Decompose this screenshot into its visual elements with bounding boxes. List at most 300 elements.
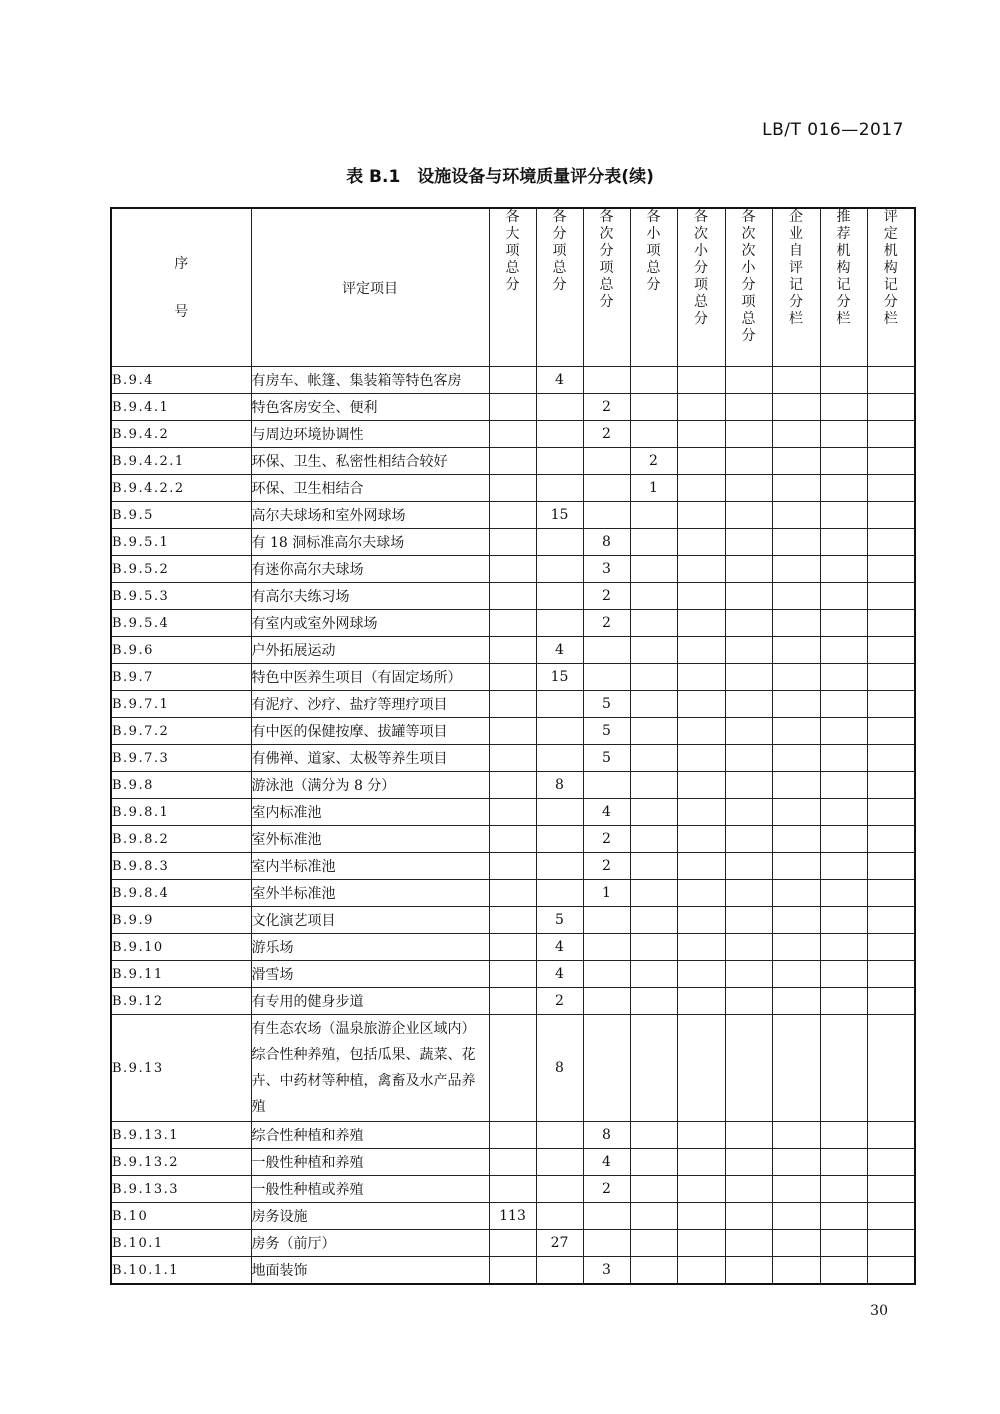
row-self-eval-cell: [772, 799, 820, 826]
row-score-sub: [536, 583, 583, 610]
row-score-minor: [630, 907, 677, 934]
row-score-sub-minor: [677, 367, 725, 394]
row-assess-cell: [867, 475, 915, 502]
row-score-sub: [536, 745, 583, 772]
row-recommend-cell: [820, 691, 867, 718]
row-recommend-cell: [820, 1149, 867, 1176]
header-col-9: 评定机构记分栏: [867, 208, 915, 367]
row-self-eval-cell: [772, 853, 820, 880]
row-self-eval-cell: [772, 475, 820, 502]
table-row: [111, 988, 915, 1015]
row-item: 有 18 洞标准高尔夫球场: [251, 529, 489, 556]
row-score-sub-minor: [677, 637, 725, 664]
row-score-sub: 4: [536, 961, 583, 988]
row-seq: B.9.4: [111, 367, 251, 394]
row-self-eval-cell: [772, 961, 820, 988]
scoring-table: [110, 207, 916, 1285]
row-score-major: [489, 583, 536, 610]
row-item: 有室内或室外网球场: [251, 610, 489, 637]
row-score-sub: 4: [536, 934, 583, 961]
row-score-sub: 2: [536, 988, 583, 1015]
table-row: [111, 1176, 915, 1203]
row-self-eval-cell: [772, 1176, 820, 1203]
table-row: [111, 772, 915, 799]
row-assess-cell: [867, 394, 915, 421]
table-row: [111, 637, 915, 664]
table-row: [111, 691, 915, 718]
row-score-sub-sub-minor: [725, 1230, 772, 1257]
table-row: [111, 853, 915, 880]
table-row: [111, 556, 915, 583]
row-item: 室内标准池: [251, 799, 489, 826]
row-assess-cell: [867, 745, 915, 772]
row-seq: B.9.8.4: [111, 880, 251, 907]
row-score-sub-sub-minor: [725, 421, 772, 448]
row-score-sub-minor: [677, 799, 725, 826]
row-recommend-cell: [820, 367, 867, 394]
row-score-sub: [536, 448, 583, 475]
header-col-7: 企业自评记分栏: [772, 208, 820, 367]
row-score-secondary: [583, 1015, 630, 1122]
row-item: 有房车、帐篷、集装箱等特色客房: [251, 367, 489, 394]
row-score-major: [489, 988, 536, 1015]
row-seq: B.9.8.2: [111, 826, 251, 853]
row-score-minor: [630, 1015, 677, 1122]
row-item: 有中医的保健按摩、拔罐等项目: [251, 718, 489, 745]
row-score-secondary: [583, 1230, 630, 1257]
row-score-minor: [630, 691, 677, 718]
table-row: [111, 826, 915, 853]
table-row: [111, 502, 915, 529]
row-self-eval-cell: [772, 718, 820, 745]
row-score-sub-sub-minor: [725, 394, 772, 421]
row-score-sub-minor: [677, 1015, 725, 1122]
row-recommend-cell: [820, 610, 867, 637]
row-recommend-cell: [820, 799, 867, 826]
row-score-sub: 5: [536, 907, 583, 934]
row-score-sub-sub-minor: [725, 610, 772, 637]
row-score-major: [489, 1122, 536, 1149]
row-score-minor: [630, 556, 677, 583]
row-seq: B.9.4.2.2: [111, 475, 251, 502]
row-self-eval-cell: [772, 1230, 820, 1257]
row-item: 一般性种植或养殖: [251, 1176, 489, 1203]
row-recommend-cell: [820, 772, 867, 799]
row-score-secondary: [583, 475, 630, 502]
row-score-sub-minor: [677, 934, 725, 961]
row-assess-cell: [867, 448, 915, 475]
row-assess-cell: [867, 502, 915, 529]
row-score-secondary: [583, 934, 630, 961]
row-score-secondary: 2: [583, 421, 630, 448]
row-score-secondary: 2: [583, 853, 630, 880]
row-assess-cell: [867, 421, 915, 448]
row-score-sub-minor: [677, 448, 725, 475]
row-self-eval-cell: [772, 637, 820, 664]
row-score-sub: 8: [536, 1015, 583, 1122]
row-self-eval-cell: [772, 826, 820, 853]
row-score-minor: [630, 1122, 677, 1149]
row-score-sub-minor: [677, 961, 725, 988]
row-recommend-cell: [820, 826, 867, 853]
table-row: [111, 367, 915, 394]
row-score-sub-sub-minor: [725, 772, 772, 799]
table-row: [111, 907, 915, 934]
row-seq: B.10.1.1: [111, 1257, 251, 1285]
row-score-sub-sub-minor: [725, 1176, 772, 1203]
row-score-sub-sub-minor: [725, 1203, 772, 1230]
row-score-sub-sub-minor: [725, 718, 772, 745]
row-seq: B.9.13.2: [111, 1149, 251, 1176]
row-seq: B.9.8.3: [111, 853, 251, 880]
row-score-sub-sub-minor: [725, 637, 772, 664]
row-self-eval-cell: [772, 907, 820, 934]
row-score-sub-minor: [677, 610, 725, 637]
row-item: 室内半标准池: [251, 853, 489, 880]
row-score-sub-minor: [677, 556, 725, 583]
row-recommend-cell: [820, 1015, 867, 1122]
row-score-sub-sub-minor: [725, 691, 772, 718]
row-seq: B.9.4.2: [111, 421, 251, 448]
row-seq: B.9.5.2: [111, 556, 251, 583]
row-score-minor: [630, 610, 677, 637]
row-assess-cell: [867, 664, 915, 691]
row-item: 房务设施: [251, 1203, 489, 1230]
row-self-eval-cell: [772, 745, 820, 772]
row-self-eval-cell: [772, 1203, 820, 1230]
row-score-sub-sub-minor: [725, 1149, 772, 1176]
row-score-secondary: 5: [583, 718, 630, 745]
row-score-sub-minor: [677, 772, 725, 799]
row-self-eval-cell: [772, 421, 820, 448]
row-score-minor: [630, 1257, 677, 1285]
row-score-major: [489, 529, 536, 556]
table-row: [111, 745, 915, 772]
row-recommend-cell: [820, 853, 867, 880]
row-recommend-cell: [820, 583, 867, 610]
row-self-eval-cell: [772, 502, 820, 529]
row-score-sub: [536, 475, 583, 502]
row-score-minor: [630, 502, 677, 529]
row-item: 一般性种植和养殖: [251, 1149, 489, 1176]
table-row: [111, 880, 915, 907]
row-score-sub: [536, 691, 583, 718]
header-col-3: 各次分项总分: [583, 208, 630, 367]
row-item: 特色中医养生项目（有固定场所）: [251, 664, 489, 691]
table-row: [111, 799, 915, 826]
table-row: [111, 475, 915, 502]
row-score-sub-sub-minor: [725, 1015, 772, 1122]
table-row: [111, 718, 915, 745]
row-score-minor: [630, 529, 677, 556]
row-assess-cell: [867, 799, 915, 826]
row-score-major: [489, 556, 536, 583]
row-seq: B.9.11: [111, 961, 251, 988]
row-score-secondary: [583, 502, 630, 529]
row-assess-cell: [867, 367, 915, 394]
table-row: [111, 1203, 915, 1230]
table-row: [111, 394, 915, 421]
row-score-minor: [630, 637, 677, 664]
row-item: 有泥疗、沙疗、盐疗等理疗项目: [251, 691, 489, 718]
row-score-sub-minor: [677, 394, 725, 421]
table-row: [111, 934, 915, 961]
row-score-sub-minor: [677, 583, 725, 610]
row-recommend-cell: [820, 1257, 867, 1285]
row-score-sub-minor: [677, 1230, 725, 1257]
row-self-eval-cell: [772, 610, 820, 637]
row-assess-cell: [867, 772, 915, 799]
row-score-minor: [630, 583, 677, 610]
row-recommend-cell: [820, 421, 867, 448]
row-score-secondary: [583, 1203, 630, 1230]
row-self-eval-cell: [772, 1257, 820, 1285]
header-col-6: 各次次小分项总分: [725, 208, 772, 367]
row-seq: B.9.4.1: [111, 394, 251, 421]
row-seq: B.9.4.2.1: [111, 448, 251, 475]
row-score-sub-minor: [677, 1122, 725, 1149]
header-row: [111, 208, 915, 367]
row-item: 与周边环境协调性: [251, 421, 489, 448]
page-number: 30: [870, 1303, 888, 1319]
row-recommend-cell: [820, 475, 867, 502]
row-self-eval-cell: [772, 1015, 820, 1122]
row-score-secondary: [583, 907, 630, 934]
row-score-sub-sub-minor: [725, 556, 772, 583]
header-seq-char-1: 序: [174, 255, 189, 272]
row-recommend-cell: [820, 556, 867, 583]
table-row: [111, 1149, 915, 1176]
row-score-minor: [630, 1176, 677, 1203]
row-self-eval-cell: [772, 367, 820, 394]
row-self-eval-cell: [772, 1122, 820, 1149]
row-score-sub-sub-minor: [725, 1257, 772, 1285]
row-score-minor: [630, 421, 677, 448]
row-item: 室外标准池: [251, 826, 489, 853]
row-score-minor: [630, 745, 677, 772]
row-seq: B.9.13: [111, 1015, 251, 1122]
row-score-major: [489, 367, 536, 394]
row-score-sub-minor: [677, 745, 725, 772]
header-item: 评定项目: [251, 208, 489, 367]
row-score-major: [489, 745, 536, 772]
row-score-sub: 4: [536, 367, 583, 394]
row-score-secondary: [583, 988, 630, 1015]
row-item: 文化演艺项目: [251, 907, 489, 934]
table-row: [111, 1122, 915, 1149]
row-assess-cell: [867, 1176, 915, 1203]
row-assess-cell: [867, 961, 915, 988]
row-score-minor: [630, 718, 677, 745]
row-score-sub-minor: [677, 718, 725, 745]
table-row: [111, 610, 915, 637]
row-self-eval-cell: [772, 880, 820, 907]
row-assess-cell: [867, 934, 915, 961]
row-assess-cell: [867, 853, 915, 880]
row-self-eval-cell: [772, 529, 820, 556]
row-score-minor: 2: [630, 448, 677, 475]
row-seq: B.9.12: [111, 988, 251, 1015]
row-score-major: [489, 610, 536, 637]
row-assess-cell: [867, 1122, 915, 1149]
row-recommend-cell: [820, 880, 867, 907]
row-score-secondary: [583, 367, 630, 394]
row-score-major: [489, 934, 536, 961]
row-assess-cell: [867, 637, 915, 664]
table-row: [111, 421, 915, 448]
row-score-sub: [536, 718, 583, 745]
row-self-eval-cell: [772, 1149, 820, 1176]
row-item: 滑雪场: [251, 961, 489, 988]
row-assess-cell: [867, 691, 915, 718]
row-score-sub-sub-minor: [725, 475, 772, 502]
row-score-sub: [536, 853, 583, 880]
row-score-sub-sub-minor: [725, 907, 772, 934]
row-score-minor: [630, 1149, 677, 1176]
row-seq: B.9.5.3: [111, 583, 251, 610]
row-score-sub: 15: [536, 664, 583, 691]
row-self-eval-cell: [772, 691, 820, 718]
row-score-major: [489, 1257, 536, 1285]
row-item: 高尔夫球场和室外网球场: [251, 502, 489, 529]
row-seq: B.9.7: [111, 664, 251, 691]
row-score-secondary: 5: [583, 691, 630, 718]
row-recommend-cell: [820, 1203, 867, 1230]
row-score-major: [489, 691, 536, 718]
row-score-sub-sub-minor: [725, 799, 772, 826]
row-score-sub-minor: [677, 988, 725, 1015]
table-row: [111, 1257, 915, 1285]
header-col-5: 各次小分项总分: [677, 208, 725, 367]
header-seq: [111, 208, 251, 367]
row-score-secondary: 2: [583, 583, 630, 610]
row-score-sub-minor: [677, 826, 725, 853]
row-score-major: [489, 772, 536, 799]
row-assess-cell: [867, 988, 915, 1015]
row-score-major: [489, 907, 536, 934]
row-score-secondary: 2: [583, 394, 630, 421]
row-score-secondary: [583, 961, 630, 988]
row-score-major: [489, 1149, 536, 1176]
row-score-sub-sub-minor: [725, 583, 772, 610]
row-score-major: [489, 664, 536, 691]
document-code: LB/T 016—2017: [762, 120, 904, 140]
row-score-sub: [536, 1176, 583, 1203]
row-assess-cell: [867, 1015, 915, 1122]
row-score-sub-minor: [677, 907, 725, 934]
row-recommend-cell: [820, 718, 867, 745]
row-score-sub-minor: [677, 853, 725, 880]
row-recommend-cell: [820, 961, 867, 988]
row-seq: B.9.8: [111, 772, 251, 799]
row-recommend-cell: [820, 664, 867, 691]
row-self-eval-cell: [772, 988, 820, 1015]
row-score-secondary: 4: [583, 799, 630, 826]
row-score-minor: [630, 367, 677, 394]
table-row: [111, 583, 915, 610]
row-score-minor: [630, 664, 677, 691]
row-score-major: [489, 826, 536, 853]
row-score-secondary: [583, 772, 630, 799]
row-score-sub: [536, 529, 583, 556]
row-recommend-cell: [820, 1176, 867, 1203]
row-score-sub-minor: [677, 1149, 725, 1176]
row-score-sub-minor: [677, 475, 725, 502]
row-score-sub: [536, 880, 583, 907]
row-seq: B.9.7.2: [111, 718, 251, 745]
row-item: 户外拓展运动: [251, 637, 489, 664]
row-assess-cell: [867, 1149, 915, 1176]
row-score-sub: 8: [536, 772, 583, 799]
row-score-sub: [536, 1122, 583, 1149]
row-score-major: [489, 394, 536, 421]
row-score-major: [489, 448, 536, 475]
row-score-sub-sub-minor: [725, 826, 772, 853]
row-score-minor: [630, 934, 677, 961]
row-assess-cell: [867, 826, 915, 853]
table-body: [111, 367, 915, 1285]
header-col-1: 各大项总分: [489, 208, 536, 367]
row-seq: B.9.7.1: [111, 691, 251, 718]
row-score-major: [489, 637, 536, 664]
row-assess-cell: [867, 1203, 915, 1230]
row-recommend-cell: [820, 988, 867, 1015]
row-assess-cell: [867, 907, 915, 934]
row-item: 室外半标准池: [251, 880, 489, 907]
row-seq: B.9.6: [111, 637, 251, 664]
row-score-sub-minor: [677, 880, 725, 907]
row-score-secondary: 5: [583, 745, 630, 772]
row-seq: B.9.13.3: [111, 1176, 251, 1203]
row-recommend-cell: [820, 637, 867, 664]
row-recommend-cell: [820, 502, 867, 529]
row-score-sub-sub-minor: [725, 988, 772, 1015]
row-assess-cell: [867, 1257, 915, 1285]
table-row: [111, 529, 915, 556]
row-score-secondary: 8: [583, 529, 630, 556]
row-score-major: [489, 799, 536, 826]
row-score-major: 113: [489, 1203, 536, 1230]
row-score-minor: [630, 772, 677, 799]
row-seq: B.9.8.1: [111, 799, 251, 826]
row-score-minor: [630, 961, 677, 988]
row-score-sub: 15: [536, 502, 583, 529]
row-item: 环保、卫生、私密性相结合较好: [251, 448, 489, 475]
row-score-sub-sub-minor: [725, 1122, 772, 1149]
row-seq: B.9.9: [111, 907, 251, 934]
row-item: 房务（前厅）: [251, 1230, 489, 1257]
row-score-secondary: [583, 664, 630, 691]
row-assess-cell: [867, 610, 915, 637]
row-score-secondary: [583, 637, 630, 664]
row-score-sub-sub-minor: [725, 367, 772, 394]
row-score-secondary: 8: [583, 1122, 630, 1149]
row-score-sub-minor: [677, 1203, 725, 1230]
row-score-minor: [630, 1203, 677, 1230]
row-item: 游泳池（满分为 8 分）: [251, 772, 489, 799]
row-score-major: [489, 961, 536, 988]
row-score-sub: [536, 1149, 583, 1176]
row-seq: B.10: [111, 1203, 251, 1230]
row-self-eval-cell: [772, 394, 820, 421]
row-item: 有迷你高尔夫球场: [251, 556, 489, 583]
row-score-sub-minor: [677, 502, 725, 529]
row-self-eval-cell: [772, 772, 820, 799]
row-score-sub: [536, 799, 583, 826]
header-seq-char-2: 号: [174, 303, 189, 320]
row-score-sub: [536, 421, 583, 448]
row-recommend-cell: [820, 1122, 867, 1149]
